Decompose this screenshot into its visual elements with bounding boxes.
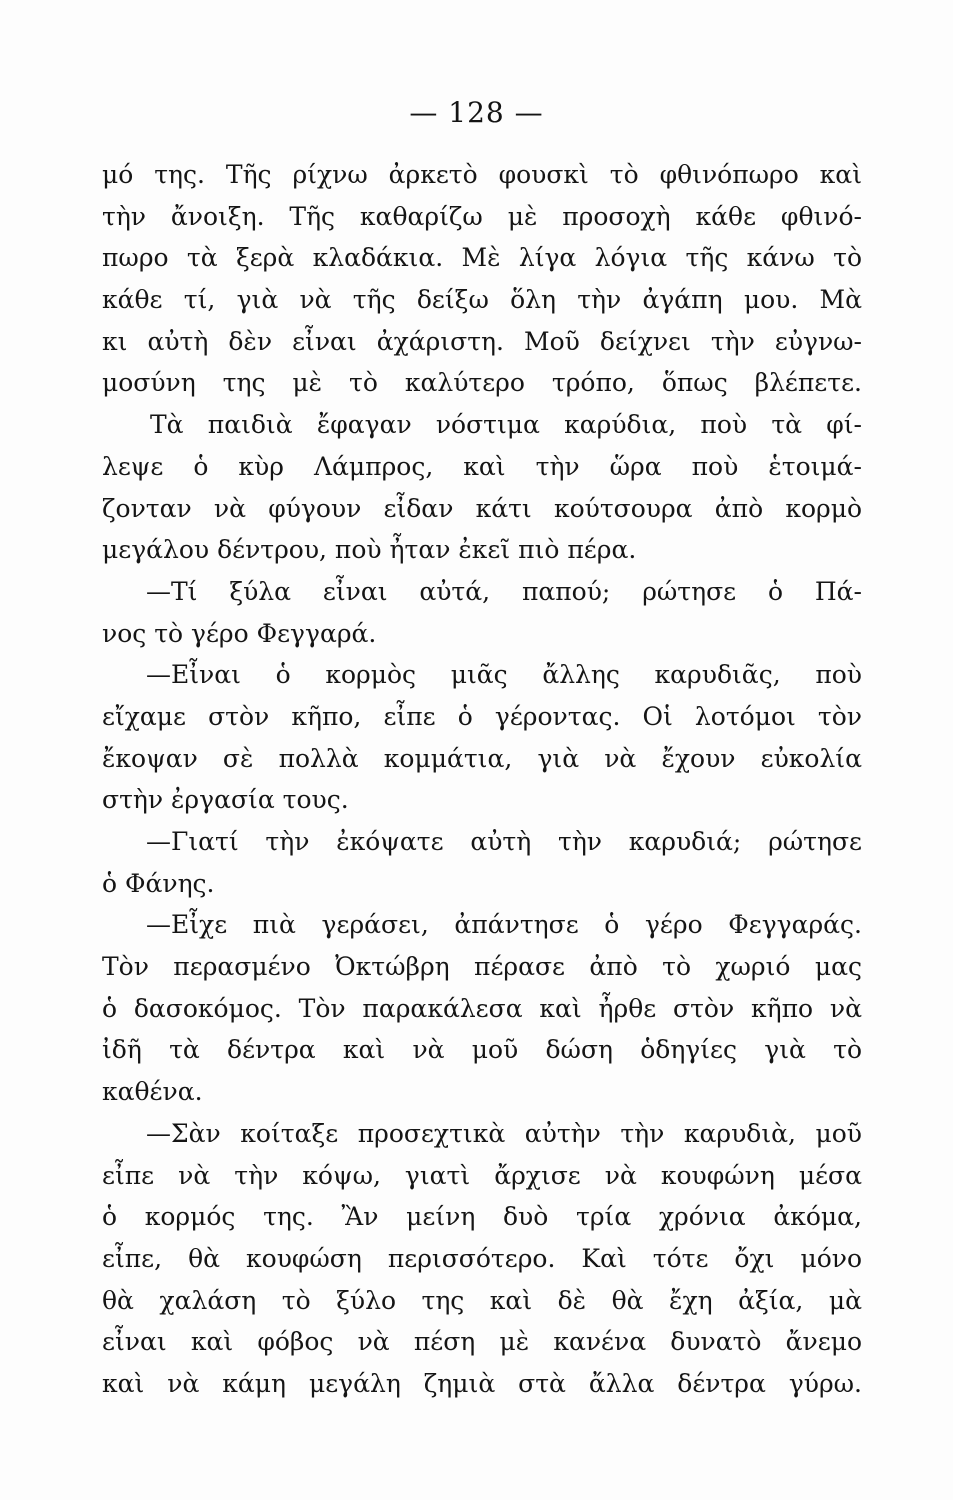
text-line: Τὰ παιδιὰ ἔφαγαν νόστιμα καρύδια, ποὺ τὰ φί- (150, 410, 862, 440)
text-line: πωρο τὰ ξερὰ κλαδάκια. Μὲ λίγα λόγια τῆς κάνω τὸ (102, 243, 862, 273)
text-line: κάθε τί, γιὰ νὰ τῆς δείξω ὅλη τὴν ἀγάπη μου. Μὰ (102, 285, 862, 315)
body-text (102, 154, 862, 1405)
text-line: εἶπε, θὰ κουφώση περισσότερο. Καὶ τότε ὄχι μόνο (102, 1243, 862, 1273)
text-line: τὴν ἄνοιξη. Τῆς καθαρίζω μὲ προσοχὴ κάθε φθινό- (102, 201, 862, 231)
text-line: —Γιατί τὴν ἐκόψατε αὐτὴ τὴν καρυδιά; ρώτησε (146, 827, 862, 856)
text-line: ἰδῆ τὰ δέντρα καὶ νὰ μοῦ δώση ὁδηγίες γιὰ τὸ (102, 1035, 862, 1065)
text-line: μοσύνη της μὲ τὸ καλύτερο τρόπο, ὅπως βλέπετε. (102, 368, 862, 398)
text-line: καθένα. (102, 1077, 203, 1107)
text-line: θὰ χαλάση τὸ ξύλο της καὶ δὲ θὰ ἔχη ἀξία, μὰ (102, 1285, 862, 1315)
text-line: ἔκοψαν σὲ πολλὰ κομμάτια, γιὰ νὰ ἔχουν εὐκολία (102, 743, 862, 773)
text-line: νος τὸ γέρο Φεγγαρά. (102, 618, 377, 648)
text-line: μεγάλου δέντρου, ποὺ ἦταν ἐκεῖ πιὸ πέρα. (102, 535, 637, 565)
text-line: εἴχαμε στὸν κῆπο, εἶπε ὁ γέροντας. Οἱ λοτόμοι τὸν (102, 701, 862, 731)
text-line: μό της. Τῆς ρίχνω ἀρκετὸ φουσκὶ τὸ φθινόπωρο καὶ (102, 160, 862, 189)
text-line: ζονταν νὰ φύγουν εἶδαν κάτι κούτσουρα ἀπὸ κορμὸ (102, 493, 862, 523)
text-line: κι αὐτὴ δὲν εἶναι ἀχάριστη. Μοῦ δείχνει τὴν εὐγνω- (102, 326, 862, 356)
text-line: ὁ δασοκόμος. Τὸν παρακάλεσα καὶ ἦρθε στὸν κῆπο νὰ (102, 993, 862, 1023)
text-line: εἶναι καὶ φόβος νὰ πέση μὲ κανένα δυνατὸ ἄνεμο (102, 1327, 862, 1357)
text-line: —Σὰν κοίταξε προσεχτικὰ αὐτὴν τὴν καρυδιὰ, μοῦ (146, 1118, 862, 1148)
text-line: εἶπε νὰ τὴν κόψω, γιατὶ ἄρχισε νὰ κουφώνη μέσα (102, 1160, 862, 1190)
text-line: —Εἶχε πιὰ γεράσει, ἀπάντησε ὁ γέρο Φεγγαράς. (146, 910, 862, 940)
text-line: ὁ κορμός της. Ἂν μείνη δυὸ τρία χρόνια ἀκόμα, (102, 1202, 862, 1232)
page-number: — 128 — (409, 96, 544, 129)
text-line: λεψε ὁ κὺρ Λάμπρος, καὶ τὴν ὥρα ποὺ ἑτοιμά- (102, 451, 862, 481)
text-line: στὴν ἐργασία τους. (102, 785, 349, 815)
text-line: ὁ Φάνης. (102, 868, 215, 898)
text-line: —Τί ξύλα εἶναι αὐτά, παπού; ρώτησε ὁ Πά- (146, 576, 862, 606)
text-line: Τὸν περασμένο Ὀκτώβρη πέρασε ἀπὸ τὸ χωριό μας (102, 952, 862, 982)
text-line: —Εἶναι ὁ κορμὸς μιᾶς ἄλλης καρυδιᾶς, ποὺ (146, 660, 862, 690)
text-line: καὶ νὰ κάμη μεγάλη ζημιὰ στὰ ἄλλα δέντρα γύρω. (102, 1368, 862, 1398)
